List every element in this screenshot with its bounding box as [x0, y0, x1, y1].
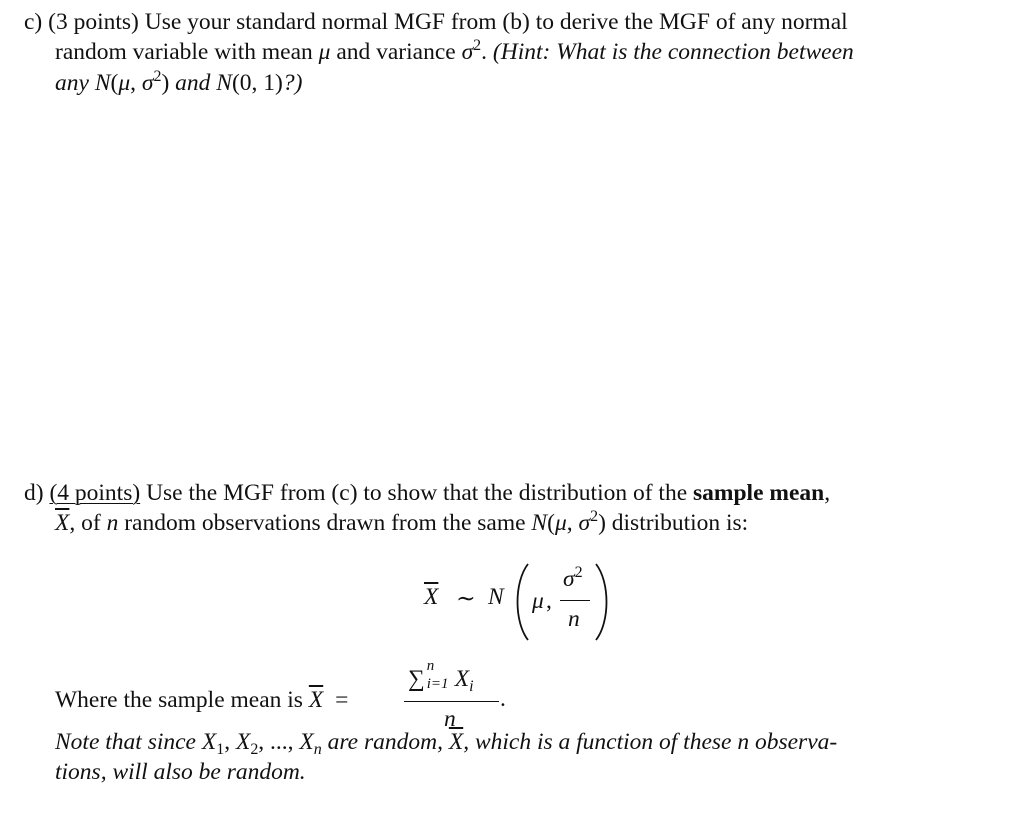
display-equation — [420, 560, 620, 644]
sample-mean-fraction — [404, 658, 506, 734]
part-c-line-1 — [24, 8, 848, 36]
part-c-text-1: Use your standard normal MGF from (b) to derive the MGF of any normal — [144, 9, 848, 35]
x2: X — [235, 729, 251, 755]
note-text-d: observa- — [754, 729, 838, 755]
part-d-line-1 — [24, 479, 830, 507]
where-text: Where the sample mean is — [55, 687, 303, 713]
sigma-symbol: σ — [461, 39, 474, 65]
note-text-e: tions, will also be random. — [55, 759, 306, 785]
note-text-b: are random, — [327, 729, 443, 755]
part-c-points: (3 points) — [48, 9, 139, 35]
part-c-line-2 — [55, 38, 854, 66]
ellipsis: ..., — [270, 729, 294, 755]
hint-end: ?) — [282, 70, 303, 96]
part-d-text-2a: , of — [69, 510, 101, 536]
fraction-bar — [560, 600, 590, 601]
sum-numerator — [408, 658, 474, 695]
part-d-text-2b: random observations drawn from the same — [124, 510, 526, 536]
normal-N-3: N — [531, 510, 548, 536]
fraction-denominator-2: n — [444, 706, 456, 732]
sep-2: , — [258, 729, 265, 755]
equals-sign: = — [335, 687, 349, 713]
eq-sigma-exponent: 2 — [574, 564, 583, 582]
sigma-symbol-2: σ — [141, 70, 154, 96]
fraction-denominator: n — [568, 606, 580, 632]
part-c-line-3 — [55, 69, 302, 97]
comma-2: , — [566, 510, 573, 536]
paren-close: ) — [161, 70, 170, 96]
x-i-subscript: i — [469, 677, 474, 695]
note-text-c: , which is a function of these — [463, 729, 732, 755]
sigma-symbol-3: σ — [578, 510, 591, 536]
where-x-bar: $\overline{X}$ — [308, 687, 324, 713]
normal-N: N — [94, 70, 111, 96]
eq-x-bar: $\overline{X}$ — [424, 584, 439, 610]
normal-N-2: N — [216, 70, 232, 96]
fraction-numerator — [563, 566, 583, 593]
where-line — [55, 686, 348, 714]
eq-mu: μ — [532, 588, 544, 614]
sep-1: , — [224, 729, 231, 755]
sigma-exponent-3: 2 — [590, 508, 599, 526]
eq-sigma: σ — [563, 566, 575, 592]
note-line-1 — [55, 728, 837, 756]
hint-text-b: any — [55, 70, 89, 96]
sum-upper-limit: n — [426, 658, 435, 674]
note-n: n — [737, 729, 750, 755]
hint-text-c: and — [175, 70, 211, 96]
part-d-points: (4 points) — [49, 480, 141, 506]
x-bar: $\overline{X}$ — [55, 510, 70, 536]
mu-symbol-2: μ — [118, 70, 131, 96]
part-c-period: . — [481, 39, 488, 65]
n01-params: (0, 1) — [231, 70, 283, 96]
part-d-text-1a: Use the MGF from (c) to show that the distribution of the — [146, 480, 688, 506]
paren-close-2: ) — [598, 510, 606, 536]
note-line-2 — [55, 758, 306, 786]
comma: , — [130, 70, 136, 96]
x2-subscript: 2 — [250, 740, 259, 758]
n-symbol: n — [106, 510, 119, 536]
x1-subscript: 1 — [216, 740, 225, 758]
part-c-text-2b: and variance — [336, 39, 456, 65]
x-i: X — [454, 666, 470, 692]
note-text-a: Note that since — [55, 729, 196, 755]
eq-comma: , — [546, 588, 552, 614]
x1: X — [201, 729, 217, 755]
mu-symbol-3: μ — [554, 510, 567, 536]
xn-subscript: n — [313, 740, 322, 758]
sample-mean-bold: sample mean — [693, 480, 825, 506]
part-c-label: c) — [24, 9, 43, 35]
part-d-line-2 — [55, 509, 748, 537]
paren-open-2: ( — [547, 510, 555, 536]
eq-normal-N: N — [488, 584, 504, 610]
paren-open: ( — [110, 70, 119, 96]
part-d-comma: , — [824, 480, 831, 506]
big-paren-right — [592, 562, 612, 642]
tilde-symbol: ∼ — [456, 586, 476, 612]
part-d-text-2c: distribution is: — [611, 510, 749, 536]
sigma-exponent: 2 — [473, 37, 482, 55]
part-d-label: d) — [24, 480, 44, 506]
variance-fraction — [560, 562, 590, 638]
xn: X — [299, 729, 314, 755]
mu-symbol: μ — [318, 39, 331, 65]
fraction-period: . — [500, 686, 506, 712]
big-paren-left — [512, 562, 532, 642]
sigma-exponent-2: 2 — [153, 68, 162, 86]
sum-symbol: ∑ — [408, 666, 425, 692]
part-c-text-2a: random variable with mean — [55, 39, 313, 65]
sum-limits — [425, 658, 455, 692]
hint-text-a: (Hint: What is the connection between — [492, 39, 854, 65]
note-x-bar: $\overline{X}$ — [448, 729, 464, 755]
sum-lower-limit: i=1 — [426, 676, 449, 692]
fraction-bar-2 — [404, 701, 499, 702]
